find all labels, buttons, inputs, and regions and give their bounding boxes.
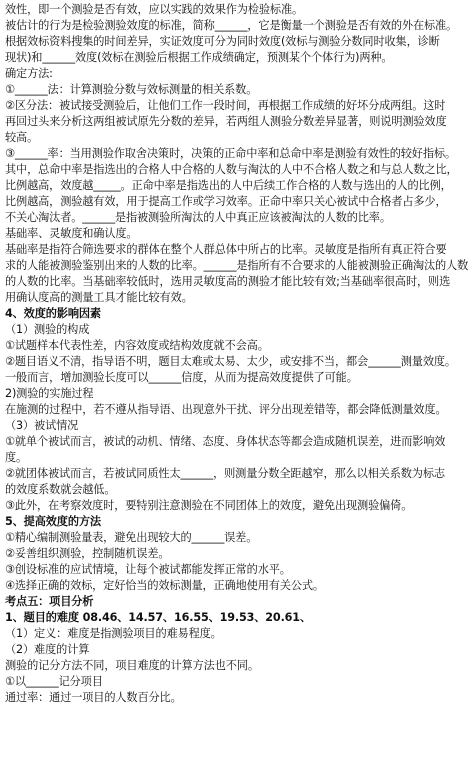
- text-line: （1）测验的构成: [5, 323, 90, 336]
- text-line: ①试题样本代表性差，内容效度或结构效度就不会高。: [5, 339, 269, 352]
- text-line: 确定方法:: [5, 67, 53, 80]
- text-line: 基础率、灵敏度和确认度。: [5, 227, 138, 240]
- text-line: ②区分法：被试接受测验后，让他们工作一段时间，再根据工作成绩的好坏分成两组。这时: [5, 99, 446, 112]
- text-line: 通过率：通过一项目的人数百分比。: [5, 691, 182, 704]
- text-line: 2)测验的实施过程: [5, 387, 94, 400]
- text-line: 现状)和______效度(效标在测验后根据工作成绩确定，预测某个个体行为)两种。: [5, 51, 393, 64]
- text-line: （3）被试情况: [5, 419, 79, 432]
- text-line: ③______率：当用测验作取舍决策时，决策的正命中率和总命中率是测验有效性的较好指标。: [5, 147, 456, 160]
- text-line: ④选择正确的效标，定好恰当的效标测量，正确地使用有关公式。: [5, 579, 324, 592]
- text-line: ②妥善组织测验，控制随机误差。: [5, 547, 170, 560]
- text-line: ①以______记分项目: [5, 675, 103, 688]
- text-line: 基础率是指符合筛选要求的群体在整个人群总体中所占的比率。灵敏度是指所有真正符合要: [5, 243, 447, 256]
- text-line: ①精心编制测验量表，避免出现较大的______误差。: [5, 531, 258, 544]
- text-line: 较高。: [5, 131, 39, 144]
- text-line: ③此外，在考察效度时，要特别注意测验在不同团体上的效度，避免出现测验偏倚。: [5, 499, 413, 512]
- text-line: ①______法：计算测验分数与效标测量的相关系数。: [5, 83, 258, 96]
- text-line: 用确认度高的测量工具才能比较有效。: [5, 291, 193, 304]
- document-body: [5, 2, 469, 706]
- text-line: 其中，总命中率是指选出的合格人中合格的人数与淘汰的人中不合格人数之和与总人数之比，: [5, 163, 458, 176]
- text-line: 比例越高，效度越_____。正命中率是指选出的人中后续工作合格的人数与选出的人的比例，: [5, 179, 452, 192]
- section-heading: 1、题目的难度 08.46、14.57、16.55、19.53、20.61、: [5, 611, 311, 624]
- text-line: （2）难度的计算: [5, 643, 90, 656]
- text-line: ②题目语义不清，指导语不明，题目太难或太易、太少，或安排不当，都会______测量效度。: [5, 355, 456, 368]
- text-line: ②就团体被试而言，若被试同质性太______，则测量分数全距越窄，那么以相关系数为标志: [5, 467, 445, 480]
- text-line: 度。: [5, 451, 28, 464]
- text-line: 不关心淘汰者。______是指被测验所淘汰的人中真正应该被淘汰的人数的比率。: [5, 211, 391, 224]
- section-heading: 4、效度的影响因素: [5, 307, 101, 320]
- text-line: ①就单个被试而言，被试的动机、情绪、态度、身体状态等都会造成随机误差，进而影响效: [5, 435, 446, 448]
- section-heading: 考点五：项目分析: [5, 595, 94, 608]
- text-line: （1）定义：难度是指测验项目的难易程度。: [5, 627, 222, 640]
- text-line: 的效度系数就会越低。: [5, 483, 116, 496]
- text-line: 比例越高，测验越有效，用于提高工作或学习效率。正命中率只关心被试中合格者占多少，: [5, 195, 447, 208]
- text-line: 在施测的过程中，若不遵从指导语、出现意外干扰、评分出现差错等，都会降低测量效度。: [5, 403, 447, 416]
- text-line: 的人数的比率。当基础率较低时，选用灵敏度高的测验才能比较有效;当基础率很高时，则选: [5, 275, 451, 288]
- text-line: 效性，即一个测验是否有效，应以实践的效果作为检验标准。: [5, 3, 304, 16]
- text-line: 求的人能被测验鉴别出来的人数的比率。______是指所有不合要求的人能被测验正确淘汰的人数: [5, 259, 469, 272]
- section-heading: 5、提高效度的方法: [5, 515, 101, 528]
- text-line: 根据效标资料搜集的时间差异，实证效度可分为同时效度(效标与测验分数同时收集，诊断: [5, 35, 440, 48]
- text-line: 再回过头来分析这两组被试原先分数的差异，若两组人测验分数差异显著，则说明测验效度: [5, 115, 447, 128]
- text-line: 测验的记分方法不同，项目难度的计算方法也不同。: [5, 659, 259, 672]
- text-line: ③创设标准的应试情境，让每个被试都能发挥正常的水平。: [5, 563, 291, 576]
- text-line: 被估计的行为是检验测验效度的标准，简称______，它是衡量一个测验是否有效的外在标准。: [5, 19, 458, 32]
- text-line: 一般而言，增加测验长度可以______信度，从而为提高效度提供了可能。: [5, 371, 358, 384]
